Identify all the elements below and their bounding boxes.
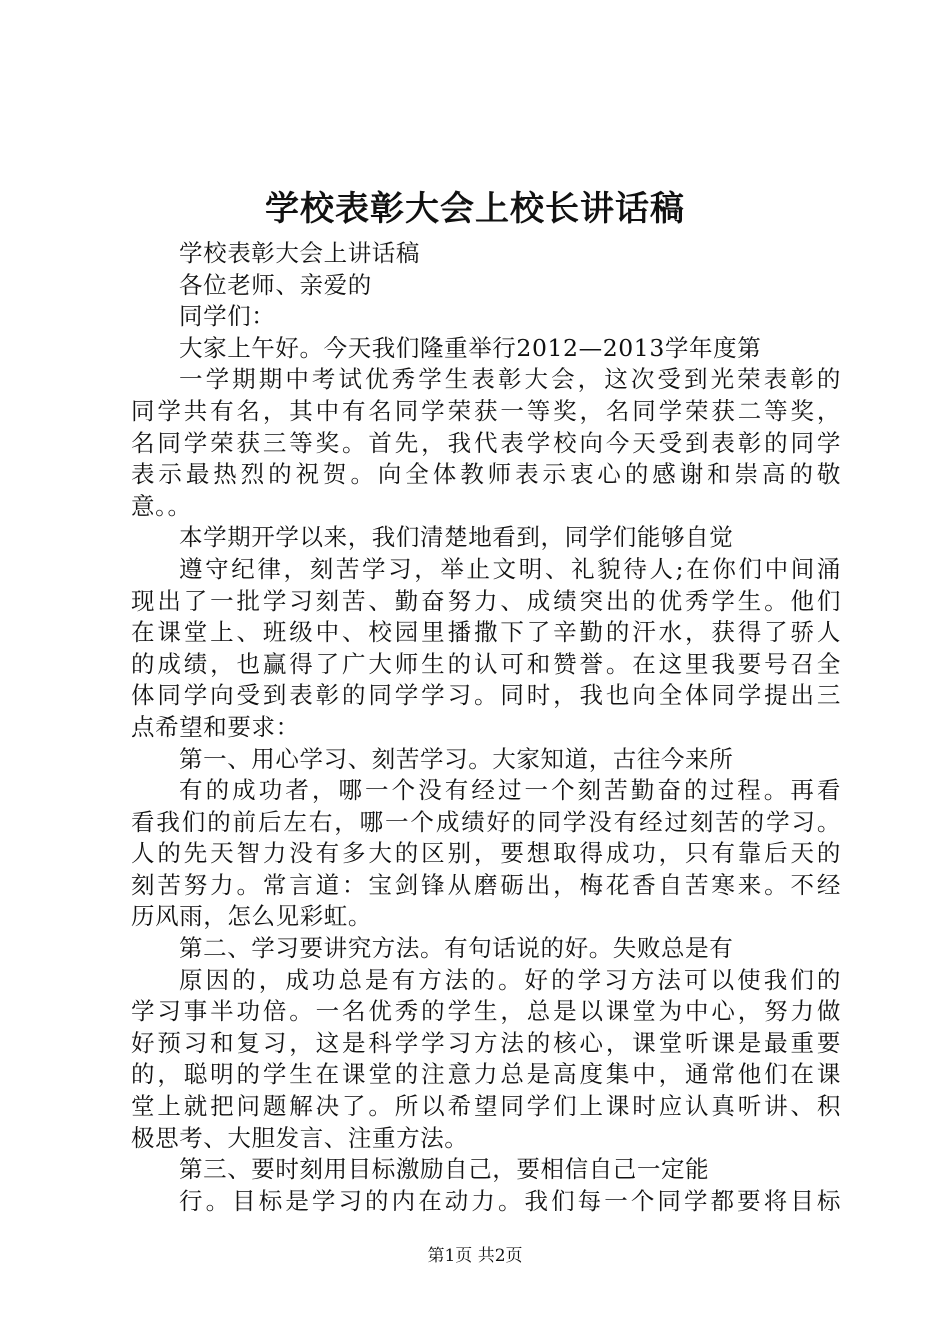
text-line: 的成绩，也赢得了广大师生的认可和赞誉。在这里我要号召全: [131, 649, 841, 678]
text-line: 有的成功者，哪一个没有经过一个刻苦勤奋的过程。再看: [179, 776, 841, 805]
text-line: 学校表彰大会上讲话稿: [179, 239, 420, 267]
text-line: 看我们的前后左右，哪一个成绩好的同学没有经过刻苦的学习。: [131, 807, 841, 836]
text-line: 第三、要时刻用目标激励自己，要相信自己一定能: [179, 1155, 710, 1184]
text-line: 点希望和要求：: [131, 712, 300, 741]
text-line: 名同学荣获三等奖。首先，我代表学校向今天受到表彰的同学: [131, 428, 841, 457]
text-line: 第一、用心学习、刻苦学习。大家知道，古往今来所: [179, 744, 734, 773]
text-line: 遵守纪律，刻苦学习，举止文明、礼貌待人;在你们中间涌: [179, 554, 841, 583]
page-footer: 第1页 共2页: [427, 1246, 523, 1266]
text-line: 各位老师、亲爱的: [179, 270, 372, 299]
text-line: 好预习和复习，这是科学学习方法的核心，课堂听课是最重要: [131, 1028, 841, 1057]
text-line: 在课堂上、班级中、校园里播撒下了辛勤的汗水，获得了骄人: [131, 618, 841, 647]
text-line: 表示最热烈的祝贺。向全体教师表示衷心的感谢和崇高的敬: [131, 460, 841, 489]
text-line: 的，聪明的学生在课堂的注意力总是高度集中，通常他们在课: [131, 1060, 841, 1089]
page-title: 学校表彰大会上校长讲话稿: [265, 189, 685, 229]
text-line: 行。目标是学习的内在动力。我们每一个同学都要将目标: [179, 1186, 841, 1215]
text-line: 刻苦努力。常言道：宝剑锋从磨砺出，梅花香自苦寒来。不经: [131, 870, 841, 899]
text-line: 意。。: [131, 491, 192, 520]
text-line: 大家上午好。今天我们隆重举行2012—2013学年度第: [179, 333, 762, 362]
text-line: 同学共有名，其中有名同学荣获一等奖，名同学荣获二等奖，: [131, 396, 841, 425]
text-line: 人的先天智力没有多大的区别，要想取得成功，只有靠后天的: [131, 839, 841, 868]
text-line: 第二、学习要讲究方法。有句话说的好。失败总是有: [179, 934, 734, 963]
text-line: 原因的，成功总是有方法的。好的学习方法可以使我们的: [179, 965, 841, 994]
text-line: 极思考、大胆发言、注重方法。: [131, 1123, 469, 1152]
document-body: [131, 238, 841, 1217]
text-line: 本学期开学以来，我们清楚地看到，同学们能够自觉: [179, 523, 734, 552]
text-line: 同学们：: [179, 302, 276, 331]
text-line: 现出了一批学习刻苦、勤奋努力、成绩突出的优秀学生。他们: [131, 586, 841, 615]
text-line: 体同学向受到表彰的同学学习。同时，我也向全体同学提出三: [131, 681, 841, 710]
text-line: 学习事半功倍。一名优秀的学生，总是以课堂为中心，努力做: [131, 997, 841, 1026]
text-line: 历风雨，怎么见彩虹。: [131, 902, 372, 931]
text-line: 堂上就把问题解决了。所以希望同学们上课时应认真听讲、积: [131, 1092, 841, 1121]
text-line: 一学期期中考试优秀学生表彰大会，这次受到光荣表彰的: [179, 365, 841, 394]
